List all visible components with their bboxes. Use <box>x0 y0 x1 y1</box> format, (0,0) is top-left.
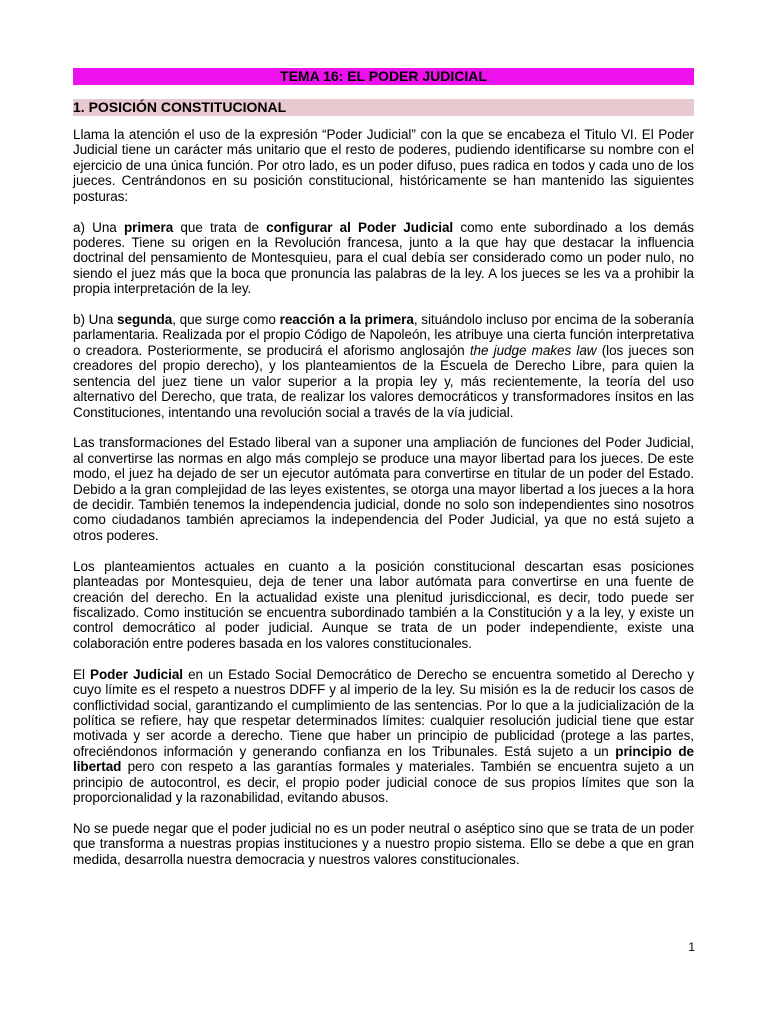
paragraph-text: , que surge como <box>172 312 280 328</box>
bold-text: configurar al Poder Judicial <box>266 219 454 235</box>
bold-text: segunda <box>117 312 173 328</box>
paragraph-liberal-state <box>73 435 694 543</box>
bold-text: principio de libertad <box>73 743 695 775</box>
paragraph-current-approaches <box>73 559 694 651</box>
paragraph-text: en un Estado Social Democrático de Derecho se encuentra sometido al Derecho y cuyo límite es el respeto a nuestros DDFF y al imperio de la ley. Su misión es la de reducir los casos de conflictividad social, garantizando el cumplimiento de las sentencias. Por lo que a la judicialización de la política se refiere, hay que respetar determinados límites: cualquier resolución judicial tiene que estar motivada y ser acorde a derecho. Tiene que haber un principio de publicidad (protege a las partes, ofreciéndonos información y generando confianza en los Tribunales. Está sujeto a un <box>73 666 694 759</box>
paragraph-text: , situándolo incluso por encima de la soberanía parlamentaria. Realizada por el propio Código de Napoleón, les atribuye una cierta función interpretativa o creadora. Posteriormente, se producirá el aforismo anglosajón <box>73 312 695 358</box>
paragraph-first-posture <box>73 220 694 297</box>
paragraph-text: a) Una <box>73 219 124 235</box>
paragraph-text: El <box>73 666 90 682</box>
paragraph-text: Las transformaciones del Estado liberal van a suponer una ampliación de funciones del Poder Judicial, al convertirse las normas en algo más complejo se produce una mayor libertad para los jueces. De este modo, el juez ha dejado de ser un ejecutor autómata para convertirse en titular de un poder del Estado. Debido a la gran complejidad de las leyes existentes, se otorga una mayor libertad a los jueces a la hora de decidir. También tenemos la independencia judicial, donde no solo son independientes sino nosotros como ciudadanos también apreciamos la independencia del Poder Judicial, ya que no está sujeto a otros poderes. <box>73 435 694 543</box>
page-content <box>73 68 694 883</box>
paragraph-text: (los jueces son creadores del propio derecho), y los planteamientos de la Escuela de Derecho Libre, para quien la sentencia del juez tiene un valor superior a la propia ley y, más recientemente, la teoría del uso alternativo del Derecho, que trata, de realizar los valores democráticos y transformadores ínsitos en las Constituciones, intentando una revolución social a través de la vía judicial. <box>73 342 695 420</box>
section-heading: 1. POSICIÓN CONSTITUCIONAL <box>73 99 694 116</box>
paragraph-text: Llama la atención el uso de la expresión “Poder Judicial” con la que se encabeza el Titulo VI. El Poder Judicial tiene un carácter más unitario que el resto de poderes, pudiendo identificarse su nombre con el ejercicio de una única función. Por otro lado, es un poder difuso, pues radica en todos y cada uno de los jueces. Centrándonos en su posición constitucional, históricamente se han mantenido las siguientes posturas: <box>73 127 694 204</box>
paragraph-text: pero con respeto a las garantías formales y materiales. También se encuentra sujeto a un principio de autocontrol, es decir, el propio poder judicial conoce de sus propios límites que son la proporcionalidad y la razonabilidad, evitando abusos. <box>73 759 694 805</box>
italic-text: the judge makes law <box>469 342 597 358</box>
paragraph-text: b) Una <box>73 312 118 328</box>
paragraph-text: como ente subordinado a los demás poderes. Tiene su origen en la Revolución francesa, junto a la que hay que destacar la influencia doctrinal del pensamiento de Montesquieu, para el cual debía ser considerado como un poder nulo, no siendo el juez más que la boca que pronuncia las palabras de la ley. A los jueces se les va a prohibir la propia interpretación de la ley. <box>73 219 695 297</box>
bold-text: reacción a la primera <box>279 312 414 328</box>
page-number: 1 <box>688 940 695 954</box>
paragraph-text: que trata de <box>173 219 267 235</box>
paragraph-intro <box>73 127 694 204</box>
paragraph-conclusion <box>73 821 694 867</box>
paragraph-text: No se puede negar que el poder judicial no es un poder neutral o aséptico sino que se trata de un poder que transforma a nuestras propias instituciones y a nuestro propio sistema. Ello se debe a que en gran medida, desarrolla nuestra democracia y nuestros valores constitucionales. <box>73 820 694 867</box>
document-title: TEMA 16: EL PODER JUDICIAL <box>73 68 694 85</box>
paragraph-social-state <box>73 667 694 806</box>
bold-text: primera <box>123 219 174 235</box>
paragraph-second-posture <box>73 312 694 420</box>
paragraph-text: Los planteamientos actuales en cuanto a la posición constitucional descartan esas posiciones planteadas por Montesquieu, deja de tener una labor autómata para convertirse en una fuente de creación del derecho. En la actualidad existe una plenitud jurisdiccional, es decir, todo puede ser fiscalizado. Como institución se encuentra subordinado también a la Constitución y a la ley, y existe un control democrático al poder judicial. Aunque se trata de un poder independiente, existe una colaboración entre poderes basada en los valores constitucionales. <box>73 558 694 651</box>
bold-text: Poder Judicial <box>90 666 183 682</box>
